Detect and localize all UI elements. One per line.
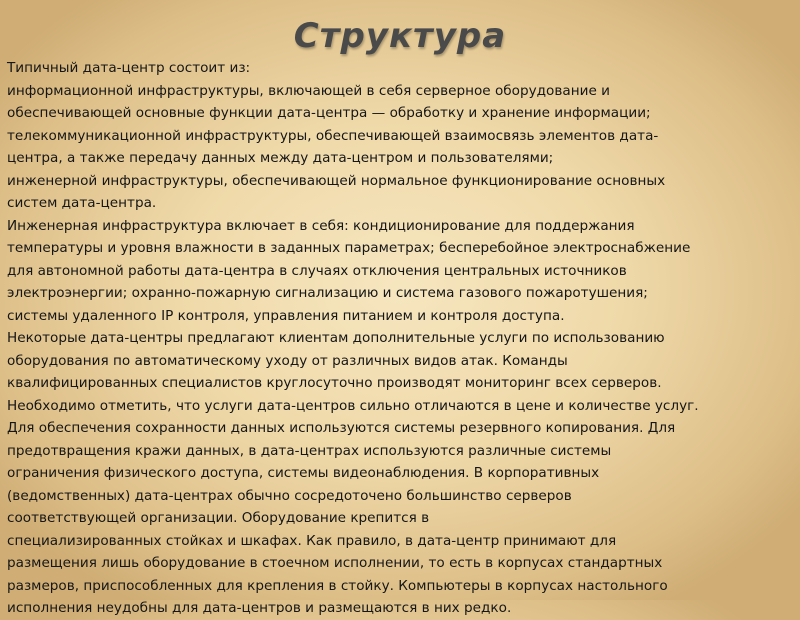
text-line: инженерной инфраструктуры, обеспечивающей нормальное функционирование основных: [7, 172, 666, 189]
text-line: электроэнергии; охранно-пожарную сигнализацию и система газового пожаротушения;: [7, 285, 648, 301]
text-line: размеров, приспособленных для крепления в стойку. Компьютеры в корпусах настольного: [7, 577, 668, 594]
text-line: центра, а также передачу данных между дата-центром и пользователями;: [7, 150, 554, 166]
text-line: соответствующей организации. Оборудование крепится в: [7, 510, 430, 526]
text-line: специализированных стойках и шкафах. Как правило, в дата-центр принимают для: [7, 532, 617, 549]
text-line: размещения лишь оборудование в стоечном исполнении, то есть в корпусах стандартных: [7, 555, 663, 571]
text-line: обеспечивающей основные функции дата-центра — обработку и хранение информации;: [7, 105, 651, 121]
text-line: системы удаленного IP контроля, управления питанием и контроля доступа.: [7, 307, 565, 324]
text-line: Для обеспечения сохранности данных используются системы резервного копирования. Для: [7, 420, 676, 436]
text-line: (ведомственных) дата-центрах обычно сосредоточено большинство серверов: [7, 487, 572, 504]
slide-title: Структура: [293, 16, 507, 56]
text-line: предотвращения кражи данных, в дата-центрах используются различные системы: [7, 442, 612, 459]
text-line: исполнения неудобны для дата-центров и размещаются в них редко.: [7, 600, 512, 616]
text-line: температуры и уровня влажности в заданных параметрах; бесперебойное электроснабжение: [7, 240, 691, 256]
slide-body-text: [7, 57, 795, 620]
text-line: квалифицированных специалистов круглосуточно производят мониторинг всех серверов.: [7, 375, 662, 391]
text-line: Необходимо отметить, что услуги дата-центров сильно отличаются в цене и количестве услуг.: [7, 397, 699, 414]
text-line: информационной инфраструктуры, включающей в себя серверное оборудование и: [7, 82, 610, 99]
text-line: систем дата-центра.: [7, 195, 157, 211]
text-line: для автономной работы дата-центра в случаях отключения центральных источников: [7, 262, 627, 279]
text-line: оборудования по автоматическому уходу от различных видов атак. Команды: [7, 352, 568, 369]
text-line: телекоммуникационной инфраструктуры, обеспечивающей взаимосвязь элементов дата-: [7, 127, 659, 144]
text-line: ограничения физического доступа, системы видеонаблюдения. В корпоративных: [7, 465, 600, 481]
text-line: Типичный дата-центр состоит из:: [7, 60, 251, 76]
text-line: Инженерная инфраструктура включает в себя: кондиционирование для поддержания: [7, 217, 635, 234]
text-line: Некоторые дата-центры предлагают клиентам дополнительные услуги по использованию: [7, 330, 665, 346]
